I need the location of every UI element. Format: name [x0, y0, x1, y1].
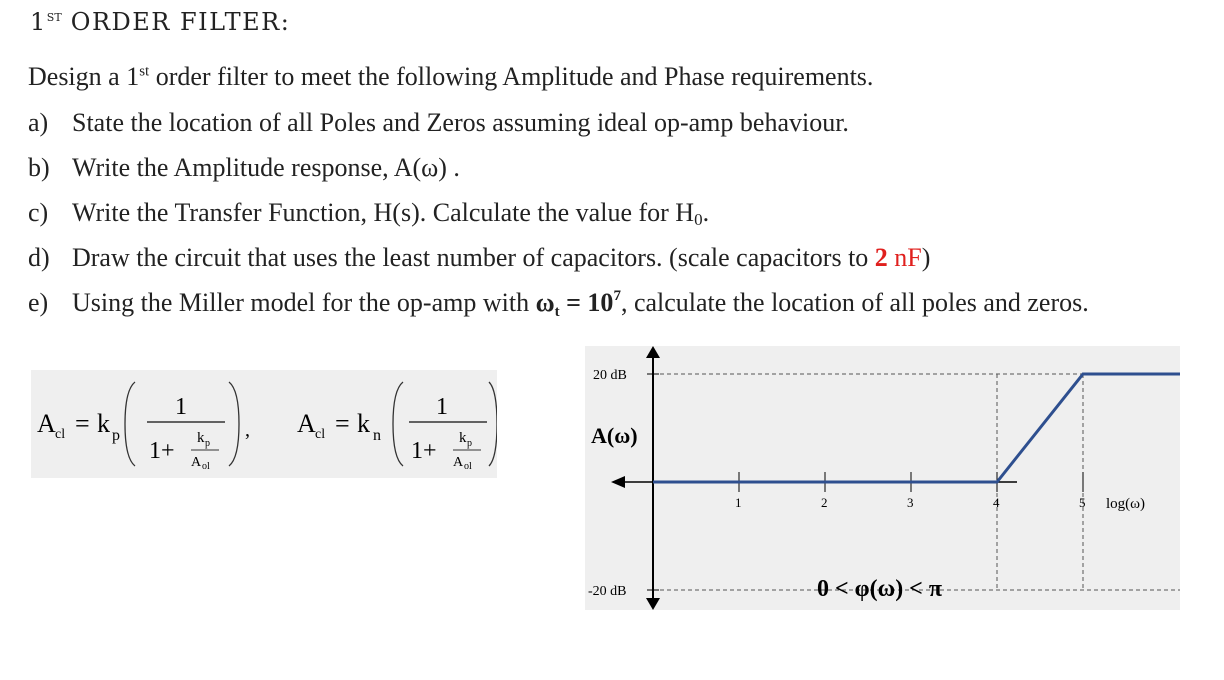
question-c-label: c)	[28, 198, 49, 227]
formula-right-inner-den-sub: ol	[464, 461, 472, 472]
question-c-subscript: 0	[694, 210, 703, 229]
x-tick-label: 4	[993, 495, 1000, 510]
formula-left-inner-num: k	[197, 430, 205, 446]
y-tick-label: 20 dB	[593, 368, 627, 383]
formula-svg	[31, 370, 497, 478]
formula-right-coef-sub: n	[373, 427, 381, 444]
formula-left	[37, 382, 250, 472]
formula-left-inner-num-sub: p	[205, 438, 210, 449]
formula-box	[31, 370, 497, 478]
y-axis-label: A(ω)	[591, 423, 638, 448]
question-e-text-end: , calculate the location of all poles and zeros.	[620, 288, 1089, 317]
question-b	[28, 153, 460, 183]
question-b-text: Write the Amplitude response, A(ω) .	[72, 153, 460, 182]
problem-intro	[28, 62, 873, 92]
question-e-text-start: Using the Miller model for the op-amp with	[72, 288, 536, 317]
x-tick-label: 2	[821, 495, 828, 510]
question-d	[28, 243, 930, 273]
capacitor-value: 2	[874, 243, 888, 272]
formula-right-coef: k	[357, 409, 370, 438]
right-paren-open	[393, 382, 403, 466]
formula-left-numerator: 1	[175, 394, 187, 420]
formula-left-inner-den-sub: ol	[202, 461, 210, 472]
question-d-text: Draw the circuit that uses the least number of capacitors. (scale capacitors to	[72, 243, 875, 272]
y-tick-label: -20 dB	[588, 584, 627, 599]
formula-left-denominator-one: 1+	[149, 438, 175, 464]
formula-right-inner-num-sub: p	[467, 438, 472, 449]
formula-right-denominator-one: 1+	[411, 438, 437, 464]
x-tick-label: 3	[907, 495, 914, 510]
formula-right	[297, 382, 497, 472]
formula-right-lhs: A	[297, 409, 316, 438]
x-axis-label: log(ω)	[1106, 496, 1146, 512]
left-paren-close	[229, 382, 239, 466]
omega-equals: = 10	[559, 288, 614, 317]
formula-right-numerator: 1	[436, 394, 448, 420]
question-c	[28, 198, 709, 230]
title-text: ORDER FILTER:	[61, 8, 291, 36]
question-b-label: b)	[28, 153, 50, 182]
x-tick-label: 1	[735, 495, 742, 510]
title-number: 1	[30, 8, 47, 36]
formula-right-inner-num: k	[459, 430, 467, 446]
left-paren-open	[125, 382, 135, 466]
formula-left-coef-sub: p	[112, 427, 120, 444]
formula-left-lhs: A	[37, 409, 56, 438]
omega-exponent: 7	[613, 288, 621, 304]
intro-rest: order filter to meet the following Amplitude and Phase requirements.	[149, 62, 874, 91]
title-superscript: ST	[46, 11, 62, 24]
amplitude-graph	[585, 340, 1185, 620]
right-paren-close	[489, 382, 497, 466]
question-e-label: e)	[28, 288, 49, 317]
question-a	[28, 108, 849, 138]
intro-superscript: st	[139, 63, 150, 80]
omega-subscript: t	[554, 304, 560, 320]
formula-left-coef: k	[97, 409, 110, 438]
question-c-end: .	[702, 198, 710, 227]
formula-separator: ,	[245, 419, 250, 441]
question-a-text: State the location of all Poles and Zeros assuming ideal op-amp behaviour.	[72, 108, 849, 137]
chart-background	[585, 346, 1180, 610]
chart-svg	[585, 340, 1185, 615]
x-tick-label: 5	[1079, 495, 1086, 510]
omega-symbol: ω	[535, 288, 555, 317]
question-e	[28, 288, 1089, 321]
question-a-label: a)	[28, 108, 49, 137]
svg-text:=: =	[75, 409, 90, 438]
phase-annotation: 0 < φ(ω) < π	[817, 576, 943, 602]
formula-left-lhs-sub: cl	[55, 427, 66, 442]
page-title	[30, 8, 290, 36]
formula-right-lhs-sub: cl	[315, 427, 326, 442]
svg-text:=: =	[335, 409, 350, 438]
intro-start: Design a 1	[28, 62, 140, 91]
question-d-label: d)	[28, 243, 50, 272]
formula-right-inner-den: A	[453, 455, 464, 470]
question-d-end: )	[921, 243, 931, 272]
formula-left-inner-den: A	[191, 455, 202, 470]
question-c-text: Write the Transfer Function, H(s). Calculate the value for H	[72, 198, 695, 227]
capacitor-unit: nF	[894, 243, 922, 272]
